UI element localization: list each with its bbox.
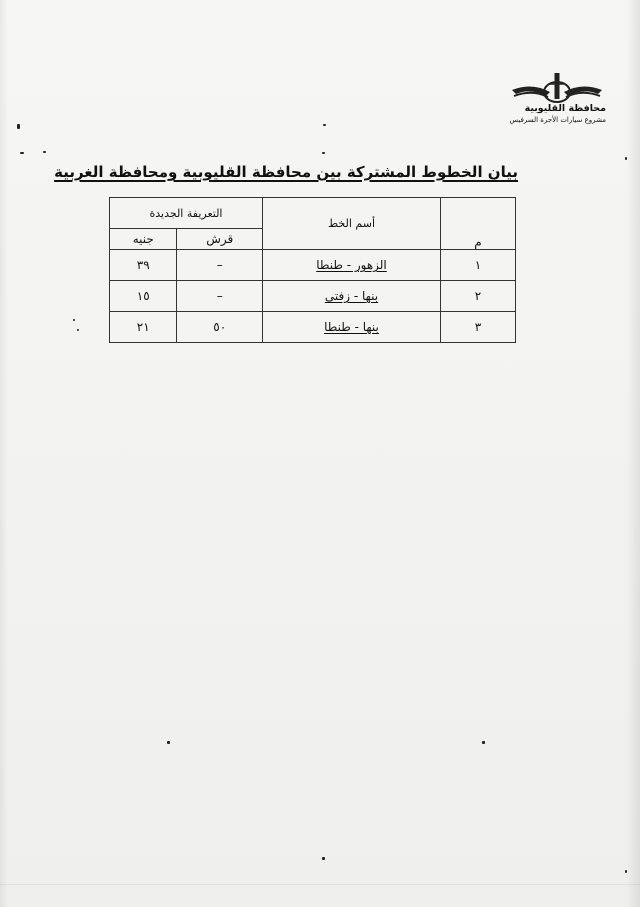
page-fold-line — [0, 884, 640, 885]
line-name-text: بنها - طنطا — [324, 320, 379, 334]
table-row — [110, 281, 516, 312]
scan-speck — [77, 329, 79, 331]
column-header-number: م — [441, 198, 516, 250]
shared-lines-table — [109, 197, 516, 343]
scan-speck — [322, 857, 325, 860]
row-number: ٢ — [441, 281, 516, 312]
scan-speck — [482, 741, 485, 744]
governorate-emblem-icon — [510, 70, 604, 104]
column-header-piaster: قرش — [177, 229, 263, 250]
column-header-line-name: أسم الخط — [263, 198, 441, 250]
scan-speck — [17, 124, 20, 129]
column-header-new-fare: التعريفة الجديدة — [110, 198, 263, 229]
row-piaster: – — [177, 281, 263, 312]
row-pound: ٣٩ — [110, 250, 177, 281]
page-shadow-right — [626, 0, 640, 907]
header-logo — [500, 70, 608, 128]
scan-speck — [20, 152, 24, 154]
row-line-name — [263, 250, 441, 281]
table-row — [110, 250, 516, 281]
scan-speck — [625, 157, 627, 160]
row-line-name — [263, 281, 441, 312]
table-header-row — [110, 198, 516, 229]
row-line-name — [263, 312, 441, 343]
scan-speck — [43, 151, 46, 153]
scan-speck — [73, 319, 75, 321]
project-name: مشروع سيارات الأجرة السرفيس — [509, 116, 606, 124]
scan-speck — [323, 124, 326, 126]
row-number: ٣ — [441, 312, 516, 343]
column-header-pound: جنيه — [110, 229, 177, 250]
page-shadow-left — [0, 0, 8, 907]
line-name-text: الزهور - طنطا — [316, 258, 387, 272]
table-row — [110, 312, 516, 343]
document-title: بيان الخطوط المشتركة بين محافظة القليوبية ومحافظة الغربية — [54, 163, 518, 181]
scan-speck — [625, 870, 627, 873]
row-pound: ٢١ — [110, 312, 177, 343]
scan-speck — [167, 741, 170, 744]
row-pound: ١٥ — [110, 281, 177, 312]
row-piaster: – — [177, 250, 263, 281]
org-name: محافظة القليوبية — [524, 103, 606, 114]
scan-speck — [322, 152, 325, 154]
row-number: ١ — [441, 250, 516, 281]
line-name-text: بنها - زفتى — [324, 289, 379, 303]
row-piaster: ٥٠ — [177, 312, 263, 343]
